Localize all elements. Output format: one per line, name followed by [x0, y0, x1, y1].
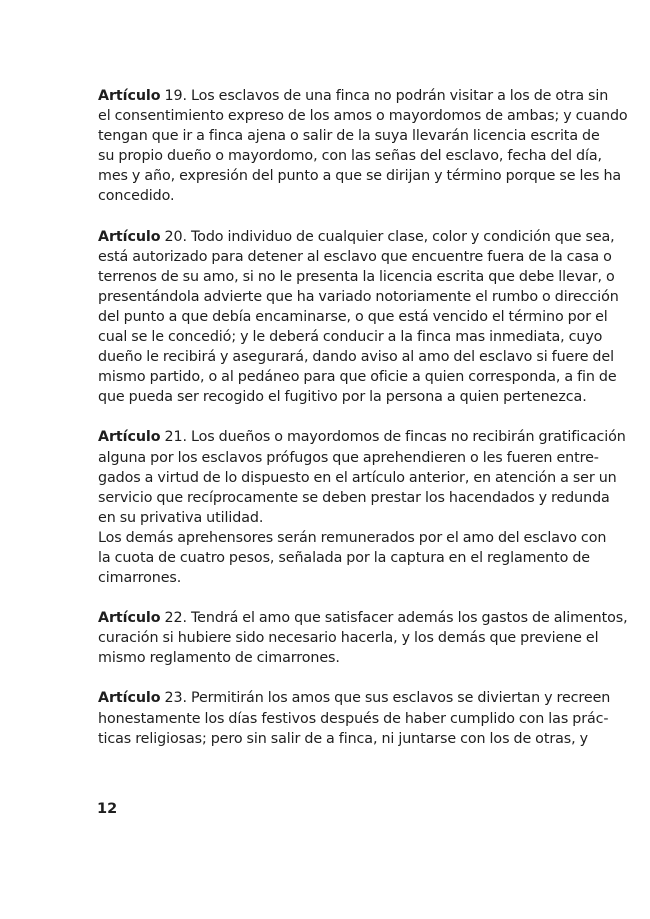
- text-line: 21. Los dueños o mayordomos de fincas no recibirán gratificación: [160, 429, 626, 446]
- text-line: mes y año, expresión del punto a que se dirijan y término porque se les ha: [98, 168, 622, 185]
- body-text: [98, 86, 628, 769]
- text-line: curación si hubiere sido necesario hacerla, y los demás que previene el: [98, 630, 599, 647]
- article-21-paragraph: [98, 427, 626, 588]
- article-20-paragraph: [98, 227, 619, 408]
- text-line: en su privativa utilidad.: [98, 509, 264, 526]
- text-line: cimarrones.: [98, 570, 182, 587]
- text-line: dueño le recibirá y asegurará, dando aviso al amo del esclavo si fuere del: [98, 349, 614, 366]
- text-line: ticas religiosas; pero sin salir de a finca, ni juntarse con los de otras, y: [98, 730, 588, 747]
- article-label: Artículo: [98, 690, 161, 707]
- text-line: 23. Permitirán los amos que sus esclavos se diviertan y recreen: [160, 690, 611, 707]
- article-label: Artículo: [98, 429, 161, 446]
- text-line: cual se le concedió; y le deberá conducir a la finca mas inmediata, cuyo: [98, 329, 603, 346]
- text-line: su propio dueño o mayordomo, con las señas del esclavo, fecha del día,: [98, 148, 602, 165]
- text-line: concedido.: [98, 188, 175, 205]
- text-line: servicio que recíprocamente se deben prestar los hacendados y redunda: [98, 489, 610, 506]
- text-line: el consentimiento expreso de los amos o mayordomos de ambas; y cuando: [98, 108, 628, 125]
- text-line: del punto a que debía encaminarse, o que está vencido el término por el: [98, 308, 608, 325]
- text-line: gados a virtud de lo dispuesto en el artículo anterior, en atención a ser un: [98, 469, 617, 486]
- text-line: 22. Tendrá el amo que satisfacer además los gastos de alimentos,: [160, 610, 628, 627]
- text-line: la cuota de cuatro pesos, señalada por la captura en el reglamento de: [98, 549, 591, 566]
- text-line: alguna por los esclavos prófugos que aprehendieren o les fueren entre-: [98, 449, 599, 466]
- text-line: mismo partido, o al pedáneo para que oficie a quien corresponda, a fin de: [98, 369, 617, 386]
- article-label: Artículo: [98, 88, 161, 104]
- text-line: está autorizado para detener al esclavo que encuentre fuera de la casa o: [98, 248, 612, 265]
- text-line: presentándola advierte que ha variado notoriamente el rumbo o dirección: [98, 288, 619, 305]
- article-label: Artículo: [98, 610, 161, 627]
- text-line: que pueda ser recogido el fugitivo por la persona a quien pertenezca.: [98, 389, 587, 406]
- article-19-paragraph: [98, 86, 628, 207]
- text-line: honestamente los días festivos después de haber cumplido con las prác-: [98, 710, 609, 727]
- text-line: 20. Todo individuo de cualquier clase, color y condición que sea,: [160, 228, 615, 245]
- page-number: 12: [97, 801, 118, 817]
- text-line: terrenos de su amo, si no le presenta la licencia escrita que debe llevar, o: [98, 268, 615, 285]
- article-label: Artículo: [98, 228, 161, 245]
- text-line: Los demás aprehensores serán remunerados por el amo del esclavo con: [98, 529, 607, 546]
- text-line: mismo reglamento de cimarrones.: [98, 650, 340, 667]
- text-line: tengan que ir a finca ajena o salir de la suya llevarán licencia escrita de: [98, 128, 600, 145]
- article-23-paragraph: [98, 688, 611, 748]
- article-22-paragraph: [98, 608, 628, 668]
- text-line: 19. Los esclavos de una finca no podrán visitar a los de otra sin: [160, 88, 609, 104]
